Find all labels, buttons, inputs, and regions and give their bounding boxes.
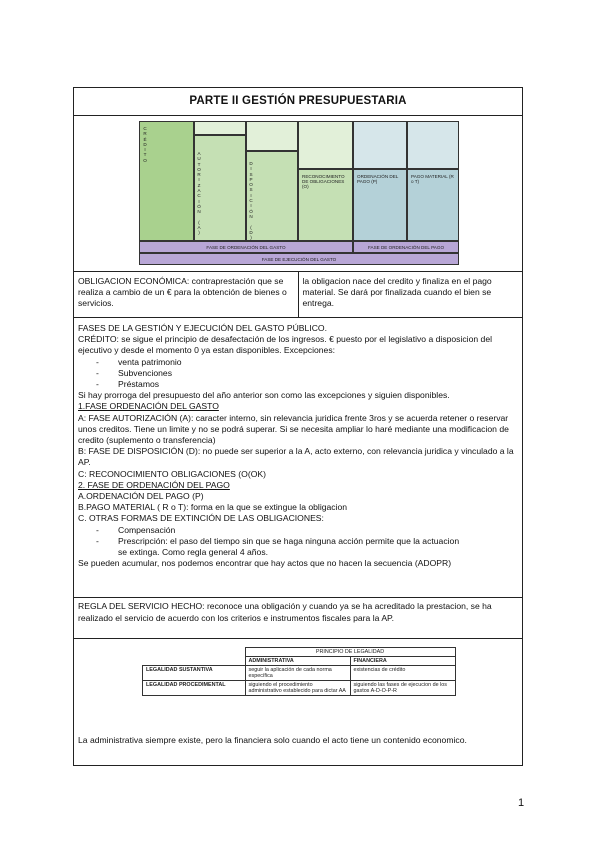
prorroga-paragraph: Si hay prorroga del presupuesto del año anterior son como las excepciones y siguien disponibles. bbox=[78, 390, 450, 401]
disposicion-label: D I S P O S I C I Ó N ( D ) bbox=[249, 161, 253, 241]
fase1-heading: 1.FASE ORDENACIÓN DEL GASTO bbox=[78, 401, 219, 412]
budget-phases-diagram bbox=[73, 115, 523, 272]
pago-material-paragraph: B.PAGO MATERIAL ( R o T): forma en la que se extingue la obligacion bbox=[78, 502, 348, 513]
col-administrativa: ADMINISTRATIVA bbox=[245, 657, 350, 666]
legalidad-section bbox=[73, 638, 523, 766]
disposicion-top bbox=[246, 121, 298, 151]
fases-section bbox=[73, 317, 523, 598]
ordenacion-paragraph: A.ORDENACIÓN DEL PAGO (P) bbox=[78, 491, 204, 502]
excepcion-3: Préstamos bbox=[118, 379, 160, 390]
table-row bbox=[143, 666, 456, 681]
fase-pago-label: FASE DE ORDENACIÓN DEL PAGO bbox=[367, 244, 445, 250]
legalidad-table bbox=[142, 647, 456, 696]
compensacion-item: Compensación bbox=[118, 524, 176, 535]
phases-chart bbox=[139, 121, 459, 266]
row-label: LEGALIDAD PROCEDIMENTAL bbox=[143, 681, 246, 696]
list-item: - venta patrimonio bbox=[96, 356, 182, 367]
legalidad-footer: La administrativa siempre existe, pero la financiera solo cuando el acto tiene un contenido economico. bbox=[78, 735, 467, 745]
page-number: 1 bbox=[518, 797, 525, 809]
obligacion-row bbox=[73, 271, 523, 318]
reconocimiento-paragraph: C: RECONOCIMIENTO OBLIGACIONES (O(OK) bbox=[78, 468, 266, 479]
pago-material-top bbox=[407, 121, 459, 169]
table-cell: siguiendo el procedimiento administrativo establecido para dictar AA bbox=[245, 681, 350, 696]
credito-paragraph: CRÉDITO: se sigue el principio de desafectación de los ingresos. € puesto por el legislativo a disposicion del ejecutivo y desde el momento 0 ya estan disponibles. Excepciones: bbox=[78, 334, 493, 356]
acumular-paragraph: Se pueden acumular, nos podemos encontrar que hay actos que no hacen la secuencia (ADOPR) bbox=[78, 558, 452, 569]
reconocimiento-label: RECONOCIMIENTO DE OBLIGACIONES (O) bbox=[302, 174, 345, 190]
credito-label: C R É D I T O bbox=[143, 126, 147, 163]
obligacion-nacimiento: la obligacion nace del credito y finaliza en el pago material. Se dará por finalizada cuando el bien se entrega. bbox=[298, 272, 523, 317]
table-cell: siguiendo las fases de ejecucion de los gastos A-D-O-P-R bbox=[350, 681, 455, 696]
excepcion-1: venta patrimonio bbox=[118, 356, 182, 367]
pago-material-label: PAGO MATERIAL (R o T) bbox=[411, 174, 454, 185]
reconocimiento-top bbox=[298, 121, 353, 169]
autorizacion-paragraph: A: FASE AUTORIZACIÓN (A): caracter interno, sin relevancia juridica frente 3ros y se acuerda retener o reservar unos creditos. Tiene un limite y no se podrá superar. Si se necesita ampliar lo haré mediante una modificacion de credito (suplemento o transferencia) bbox=[78, 412, 509, 446]
table-cell: seguir la aplicación de cada norma específica bbox=[245, 666, 350, 681]
fase-ejecucion-label: FASE DE EJECUCIÓN DEL GASTO bbox=[261, 256, 337, 262]
fase-gasto-label: FASE DE ORDENACIÓN DEL GASTO bbox=[206, 244, 286, 250]
row-label: LEGALIDAD SUSTANTIVA bbox=[143, 666, 246, 681]
table-cell: existencias de crédito bbox=[350, 666, 455, 681]
list-item: - Préstamos bbox=[96, 379, 160, 390]
obligacion-definition: OBLIGACION ECONÓMICA: contraprestación que se realiza a cambio de un € para la obtención de bienes o servicios. bbox=[78, 276, 287, 308]
disposicion-paragraph: B: FASE DE DISPOSICIÓN (D): no puede ser superior a la A, acto externo, con relevancia juridica y vinculado a la AP. bbox=[78, 446, 514, 468]
regla-servicio-hecho: REGLA DEL SERVICIO HECHO: reconoce una obligación y cuando ya se ha acreditado la prestacion, se ha realizado el servicio de acuerdo con los criterios e instrumentos fiscales para la AP. bbox=[73, 597, 523, 639]
list-item: - Subvenciones bbox=[96, 367, 172, 378]
fases-heading: FASES DE LA GESTIÓN Y EJECUCIÓN DEL GASTO PÚBLICO. bbox=[78, 323, 327, 333]
excepcion-2: Subvenciones bbox=[118, 367, 172, 378]
list-item: - Prescripción: el paso del tiempo sin que se haga ninguna acción permite que la actuacion bbox=[96, 535, 460, 546]
fase2-heading: 2. FASE DE ORDENACIÓN DEL PAGO bbox=[78, 479, 230, 490]
col-financiera: FINANCIERA bbox=[350, 657, 455, 666]
prescripcion-item: Prescripción: el paso del tiempo sin que se haga ninguna acción permite que la actuacion bbox=[118, 535, 460, 546]
autorizacion-top bbox=[194, 121, 246, 135]
ordenacion-label: ORDENACIÓN DEL PAGO (P) bbox=[357, 174, 399, 185]
list-item: - Compensación bbox=[96, 524, 176, 535]
autorizacion-label: A U T O R I Z A C I Ó N ( A ) bbox=[197, 151, 201, 236]
legalidad-header: PRINCIPIO DE LEGALIDAD bbox=[245, 648, 455, 657]
ordenacion-top bbox=[353, 121, 407, 169]
table-row bbox=[143, 681, 456, 696]
page-title: PARTE II GESTIÓN PRESUPUESTARIA bbox=[73, 87, 523, 116]
prescripcion-continuation: se extinga. Como regla general 4 años. bbox=[118, 547, 269, 558]
otras-formas-heading: C. OTRAS FORMAS DE EXTINCIÓN DE LAS OBLIGACIONES: bbox=[78, 513, 324, 524]
